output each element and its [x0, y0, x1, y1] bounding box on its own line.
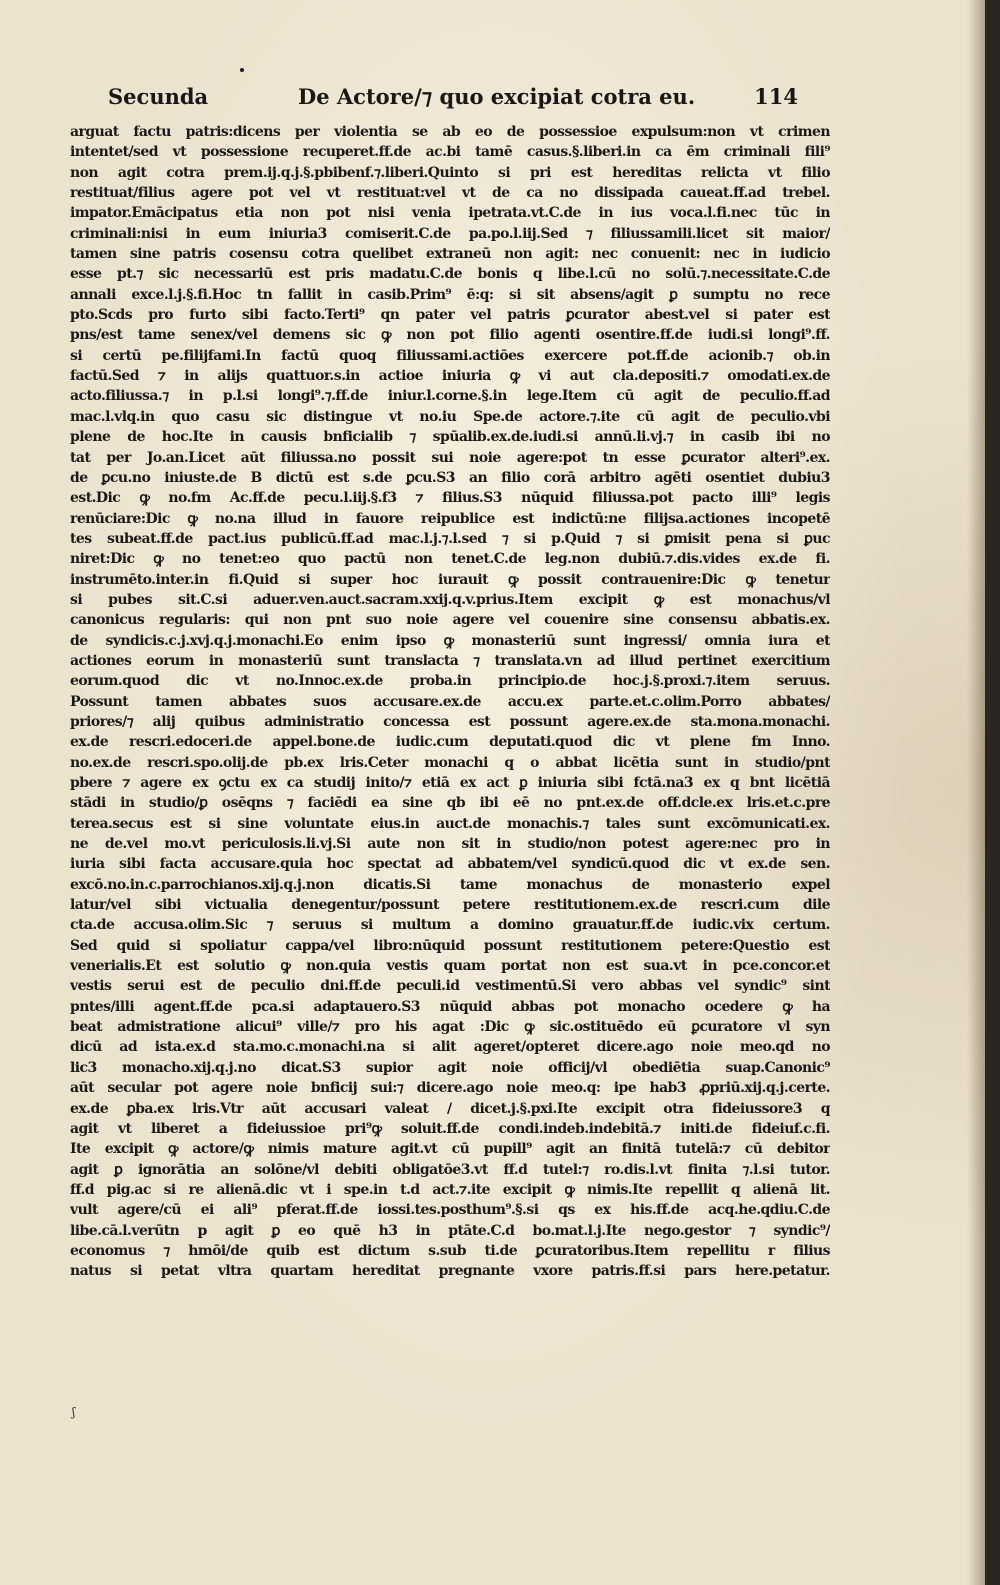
text-line: est.Dic ꝙ no.fm Ac.ff.de pecu.l.iij.§.f3 ⁊ filius.S3 nūquid filiussa.pot pacto illi⁹ legis	[70, 490, 830, 507]
text-line: beat admistratione alicui⁹ ville/⁊ pro his agat :Dic ꝙ sic.ostituēdo eū ꝑcuratore vl syn	[70, 1019, 830, 1036]
text-line: ne de.vel mo.vt periculosis.li.vj.Si aute non sit in studio/non potest agere:nec pro in	[70, 836, 830, 853]
text-line: factū.Sed ⁊ in alijs quattuor.s.in actioe iniuria ꝙ vi aut cla.depositi.⁊ omodati.ex.de	[70, 368, 830, 385]
text-line: economus ⁊ hmōi/de quib est dictum s.sub ti.de ꝑcuratoribus.Item repellitu r filius	[70, 1242, 830, 1259]
text-line: eorum.quod dic vt no.Innoc.ex.de proba.in principio.de hoc.j.§.proxi.⁊.item seruus.	[70, 673, 830, 690]
text-line: niret:Dic ꝙ no tenet:eo quo pactū non tenet.C.de leg.non dubiū.⁊.dis.vides ex.de fi.	[70, 551, 830, 568]
text-line: impator.Emācipatus etia non pot nisi venia ipetrata.vt.C.de in ius voca.l.fi.nec tūc in	[70, 205, 830, 222]
text-line: vult agere/cū ei ali⁹ pferat.ff.de iossi.tes.posthum⁹.§.si qs ex his.ff.de acq.he.qdiu.C.de	[70, 1202, 830, 1219]
text-line: tes subeat.ff.de pact.ius publicū.ff.ad mac.l.j.⁊.l.sed ⁊ si p.Quid ⁊ si ꝑmisit pena si ꝑuc	[70, 530, 830, 547]
text-line: no.ex.de rescri.spo.olij.de pb.ex lris.Ceter monachi q o abbat licētia sunt in studio/pnt	[70, 754, 830, 771]
text-line: aūt secular pot agere noie bnficij sui:⁊ dicere.ago noie meo.q: ipe hab3 ꝓpriū.xij.q.j.certe.	[70, 1080, 830, 1097]
text-line: vestis serui est de peculio dni.ff.de peculi.id vestimentū.Si vero abbas vel syndic⁹ sint	[70, 978, 830, 995]
text-line: priores/⁊ alij quibus administratio concessa est possunt agere.ex.de sta.mona.monachi.	[70, 713, 830, 730]
text-line: annali exce.l.j.§.fi.Hoc tn fallit in casib.Prim⁹ ē:q: si sit absens/agit ꝑ sumptu no rece	[70, 286, 830, 303]
text-line: esse pt.⁊ sic necessariū est pris madatu.C.de bonis q libe.l.cū no solū.⁊.necessitate.C.de	[70, 266, 830, 283]
page-number: 114	[754, 84, 798, 109]
text-line: venerialis.Et est solutio ꝙ non.quia vestis quam portat non est sua.vt in pce.concor.et	[70, 958, 830, 975]
text-line: canonicus regularis: qui non pnt suo noie agere vel couenire sine consensu abbatis.ex.	[70, 612, 830, 629]
text-line: latur/vel sibi victualia denegentur/possunt petere restitutionem.ex.de rescri.cum dile	[70, 897, 830, 914]
page-edge-shadow	[967, 0, 985, 1585]
text-line: renūciare:Dic ꝙ no.na illud in fauore reipublice est indictū:ne filijsa.actiones incopetē	[70, 510, 830, 527]
body-text	[70, 122, 830, 1282]
text-line: Ite excipit ꝙ actore/ꝙ nimis mature agit.vt cū pupill⁹ agit an finitā tutelā:⁊ cū debitor	[70, 1141, 830, 1158]
text-line: ff.d pig.ac si re alienā.dic vt i spe.in t.d act.⁊.ite excipit ꝙ nimis.Ite repellit q alienā lit.	[70, 1181, 830, 1198]
text-line: tat per Jo.an.Licet aūt filiussa.no possit sui noie agere:pot tn esse ꝑcurator alteri⁹.ex.	[70, 449, 830, 466]
text-line: pns/est tame senex/vel demens sic ꝙ non pot filio agenti osentire.ff.de iudi.si longi⁹.ff.	[70, 327, 830, 344]
text-line: actiones eorum in monasteriū sunt translacta ⁊ translata.vn ad illud pertinet exercitium	[70, 652, 830, 669]
text-line: stādi in studio/ꝑ osēqns ⁊ faciēdi ea sine qb ibi eē no pnt.ex.de off.dcle.ex lris.et.c.pre	[70, 795, 830, 812]
running-head-left: Secunda	[108, 84, 209, 109]
text-line: arguat factu patris:dicens per violentia se ab eo de possessioe expulsum:non vt crimen	[70, 124, 830, 140]
text-line: terea.secus est si sine voluntate eius.in auct.de monachis.⁊ tales sunt excōmunicati.ex.	[70, 815, 830, 832]
text-line: mac.l.vlq.in quo casu sic distingue vt no.iu Spe.de actore.⁊.ite cū agit de peculio.vbi	[70, 408, 830, 425]
text-line: criminali:nisi in eum iniuria3 comiserit.C.de pa.po.l.iij.Sed ⁊ filiussamili.licet sit maior/	[70, 225, 830, 242]
text-line: instrumēto.inter.in fi.Quid si super hoc iurauit ꝙ possit contrauenire:Dic ꝙ tenetur	[70, 571, 830, 588]
text-line: natus si petat vltra quartam hereditat pregnante vxore patris.ff.si pars here.petatur.	[70, 1263, 830, 1280]
text-line: Sed quid si spoliatur cappa/vel libro:nūquid possunt restitutionem petere:Questio est	[70, 937, 830, 954]
text-line: cta.de accusa.olim.Sic ⁊ seruus si multum a domino grauatur.ff.de iudic.vix certum.	[70, 917, 830, 934]
text-line: pto.Scds pro furto sibi facto.Terti⁹ qn pater vel patris ꝑcurator abest.vel si pater est	[70, 307, 830, 324]
text-line: intentet/sed vt possessione recuperet.ff.de ac.bi tamē casus.§.liberi.in ca ēm criminali fili⁹	[70, 144, 830, 161]
text-line: non agit cotra prem.ij.q.j.§.pbibenf.⁊.liberi.Quinto si pri est hereditas relicta vt filio	[70, 164, 830, 181]
text-line: pntes/illi agent.ff.de pca.si adaptauero.S3 nūquid abbas pot monacho ocedere ꝙ ha	[70, 998, 830, 1015]
text-line: iuria sibi facta accusare.quia hoc spectat ad abbatem/vel syndicū.quod dic vt ex.de sen.	[70, 856, 830, 873]
text-line: dicū ad ista.ex.d sta.mo.c.monachi.na si alit ageret/opteret dicere.ago noie meo.qd no	[70, 1039, 830, 1056]
text-line: excō.no.in.c.parrochianos.xij.q.j.non dicatis.Si tame monachus de monasterio expel	[70, 876, 830, 893]
text-line: de ꝑcu.no iniuste.de B dictū est s.de ꝑcu.S3 an filio corā arbitro agēti osentiet dubiu3	[70, 469, 830, 486]
text-line: tamen sine patris cosensu cotra quelibet extraneū non agit: nec conuenit: nec in iudicio	[70, 246, 830, 263]
text-line: si certū pe.filijfami.In factū quoq filiussami.actiōes exercere pot.ff.de acionib.⁊ ob.in	[70, 347, 830, 364]
text-line: ex.de ꝑba.ex lris.Vtr aūt accusari valeat / dicet.j.§.pxi.Ite excipit otra fideiussore3 q	[70, 1100, 830, 1117]
text-line: Possunt tamen abbates suos accusare.ex.de accu.ex parte.et.c.olim.Porro abbates/	[70, 693, 830, 710]
text-line: ex.de rescri.edoceri.de appel.bone.de iudic.cum deputati.quod dic vt plene fm Inno.	[70, 734, 830, 751]
text-line: si pubes sit.C.si aduer.ven.auct.sacram.xxij.q.v.prius.Item excipit ꝙ est monachus/vl	[70, 591, 830, 608]
text-line: acto.filiussa.⁊ in p.l.si longi⁹.⁊.ff.de iniur.l.corne.§.in lege.Item cū agit de peculio.ff.ad	[70, 388, 830, 405]
running-head	[108, 84, 798, 114]
text-line: lic3 monacho.xij.q.j.no dicat.S3 supior agit noie officij/vl obediētia suap.Canonic⁹	[70, 1059, 830, 1076]
text-line: plene de hoc.Ite in causis bnficialib ⁊ spūalib.ex.de.iudi.si annū.li.vj.⁊ in casib ibi no	[70, 429, 830, 446]
text-line: restituat/filius agere pot vel vt restituat:vel vt de ca no dissipada caueat.ff.ad trebel.	[70, 185, 830, 202]
signature-mark: ʃ	[72, 1405, 76, 1419]
text-line: pbere ⁊ agere ex ꝯctu ex ca studij inito/⁊ etiā ex act ꝑ iniuria sibi fctā.na3 ex q bnt licētiā	[70, 775, 830, 791]
text-line: libe.cā.l.verūtn p agit ꝑ eo quē h3 in ptāte.C.d bo.mat.l.j.Ite nego.gestor ⁊ syndic⁹/	[70, 1222, 830, 1239]
text-line: agit vt liberet a fideiussioe pri⁹ꝙ soluit.ff.de condi.indeb.indebitā.⁊ initi.de fideiuf.c.fi.	[70, 1120, 830, 1137]
running-head-title: De Actore/⁊ quo excipiat cotra eu.	[298, 84, 696, 109]
ink-dot	[240, 68, 244, 72]
text-line: agit ꝑ ignorātia an solōne/vl debiti obligatōe3.vt ff.d tutel:⁊ ro.dis.l.vt finita ⁊.l.si tutor.	[70, 1161, 830, 1178]
text-line: de syndicis.c.j.xvj.q.j.monachi.Eo enim ipso ꝙ monasteriū sunt ingressi/ omnia iura et	[70, 632, 830, 649]
